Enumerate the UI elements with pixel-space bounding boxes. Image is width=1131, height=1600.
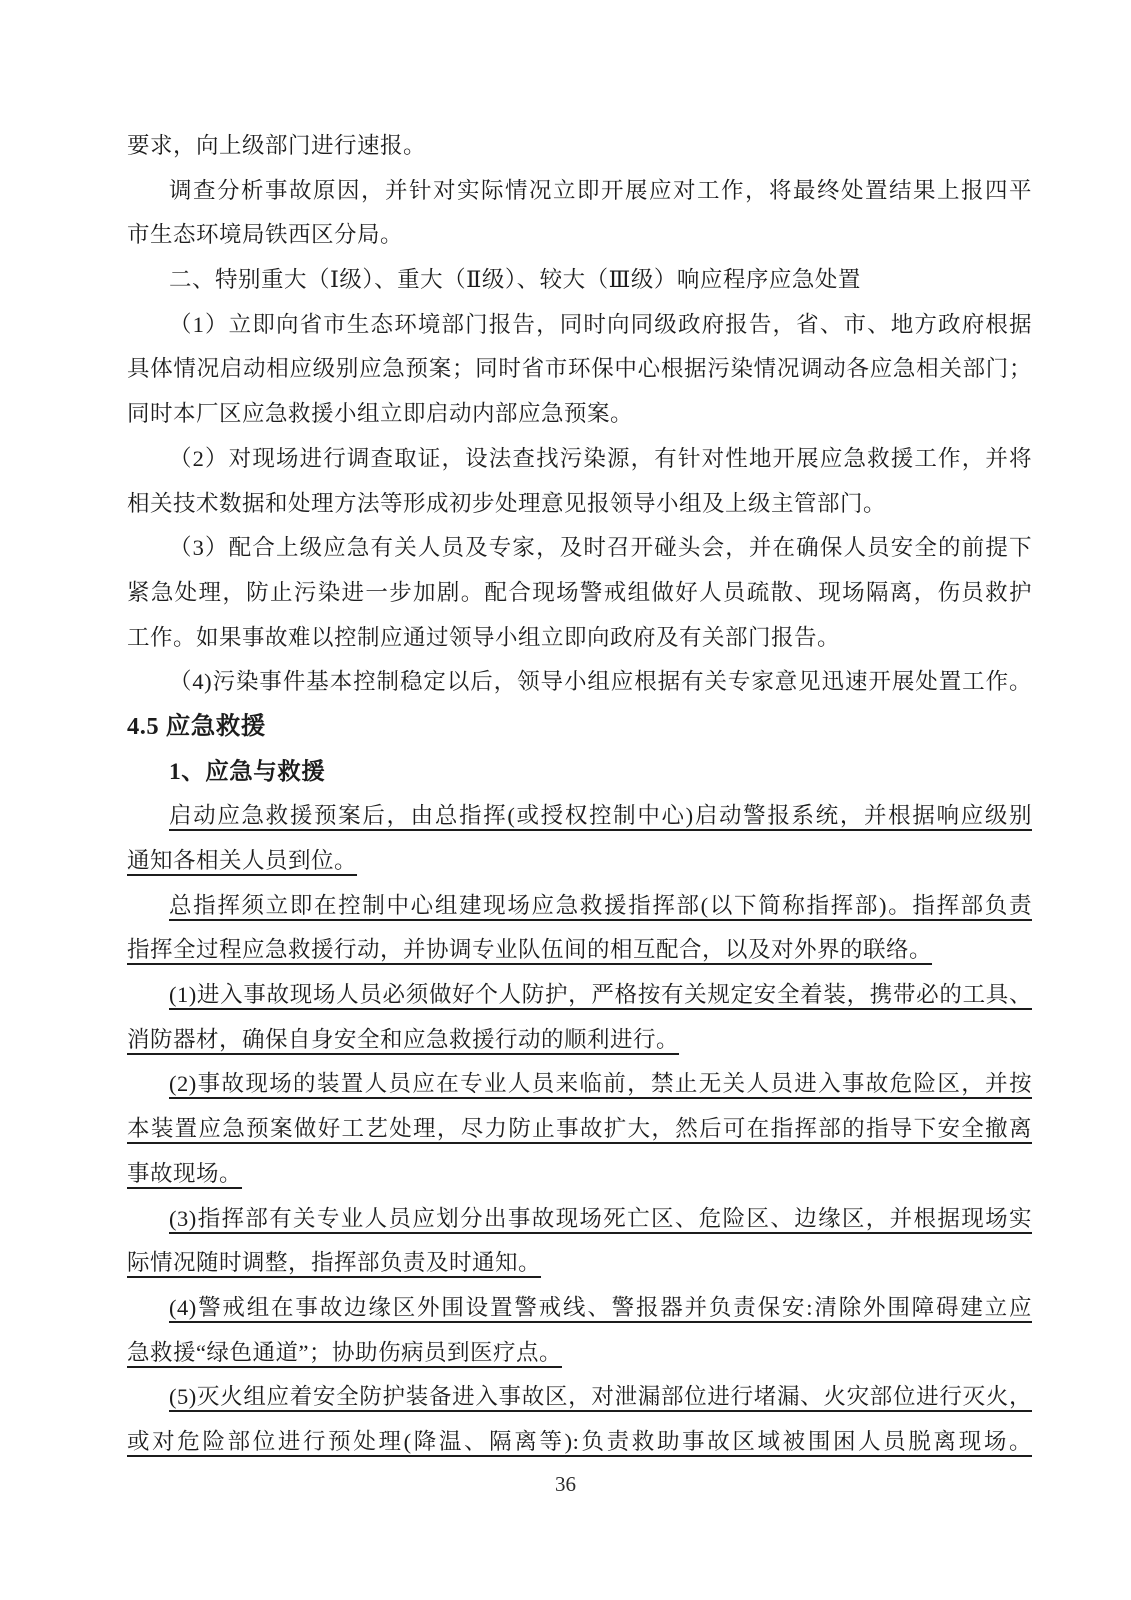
document-body [127,124,1032,1465]
text-line: 急救援“绿色通道”；协助伤病员到医疗点。 [127,1339,562,1365]
text-line: 或对危险部位进行预处理(降温、隔离等):负责救助事故区域被围困人员脱离现场。 [127,1428,1032,1454]
text-line: 同时本厂区应急救援小组立即启动内部应急预案。 [127,401,634,427]
text-line: 调查分析事故原因，并针对实际情况立即开展应对工作，将最终处置结果上报四平 [169,177,1032,203]
text-line: （3）配合上级应急有关人员及专家，及时召开碰头会，并在确保人员安全的前提下 [169,535,1032,561]
text-line: 际情况随时调整，指挥部负责及时通知。 [127,1250,542,1276]
text-line: 总指挥须立即在控制中心组建现场应急救援指挥部(以下简称指挥部)。指挥部负责 [169,892,1032,918]
text-line: （4)污染事件基本控制稳定以后，领导小组应根据有关专家意见迅速开展处置工作。 [169,669,1032,695]
text-line: （2）对现场进行调查取证，设法查找污染源，有针对性地开展应急救援工作，并将 [169,445,1032,471]
text-line: 通知各相关人员到位。 [127,848,358,873]
text-line: 启动应急救援预案后，由总指挥(或授权控制中心)启动警报系统，并根据响应级别 [169,803,1032,829]
page-number: 36 [555,1472,576,1496]
text-line: 紧急处理，防止污染进一步加剧。配合现场警戒组做好人员疏散、现场隔离，伤员救护 [127,579,1032,605]
text-line: 本装置应急预案做好工艺处理，尽力防止事故扩大，然后可在指挥部的指导下安全撤离 [127,1116,1032,1142]
text-line: (4)警戒组在事故边缘区外围设置警戒线、警报器并负责保安:清除外围障碍建立应 [169,1294,1032,1320]
text-line: 指挥全过程应急救援行动，并协调专业队伍间的相互配合，以及对外界的联络。 [127,937,933,963]
text-line: (5)灭火组应着安全防护装备进入事故区，对泄漏部位进行堵漏、火灾部位进行灭火， [169,1384,1032,1410]
text-line: 具体情况启动相应级别应急预案；同时省市环保中心根据污染情况调动各应急相关部门； [127,356,1032,382]
text-line: 市生态环境局铁西区分局。 [127,222,404,248]
text-line: 事故现场。 [127,1160,243,1186]
text-line: 相关技术数据和处理方法等形成初步处理意见报领导小组及上级主管部门。 [127,490,887,516]
text-line: 工作。如果事故难以控制应通过领导小组立即向政府及有关部门报告。 [127,624,841,650]
text-line: (2)事故现场的装置人员应在专业人员来临前，禁止无关人员进入事故危险区，并按 [169,1071,1032,1097]
text-line: 二、特别重大（Ⅰ级）、重大（Ⅱ级）、较大（Ⅲ级）响应程序应急处置 [169,267,861,293]
text-line: (3)指挥部有关专业人员应划分出事故现场死亡区、危险区、边缘区，并根据现场实 [169,1205,1032,1231]
text-line: 要求，向上级部门进行速报。 [127,133,427,158]
text-line: (1)进入事故现场人员必须做好个人防护，严格按有关规定安全着装，携带必的工具、 [169,982,1032,1008]
sub-heading: 1、应急与救援 [169,758,326,785]
section-heading: 4.5 应急救援 [127,712,266,740]
text-line: （1）立即向省市生态环境部门报告，同时向同级政府报告，省、市、地方政府根据 [169,311,1032,337]
text-line: 消防器材，确保自身安全和应急救援行动的顺利进行。 [127,1026,680,1052]
